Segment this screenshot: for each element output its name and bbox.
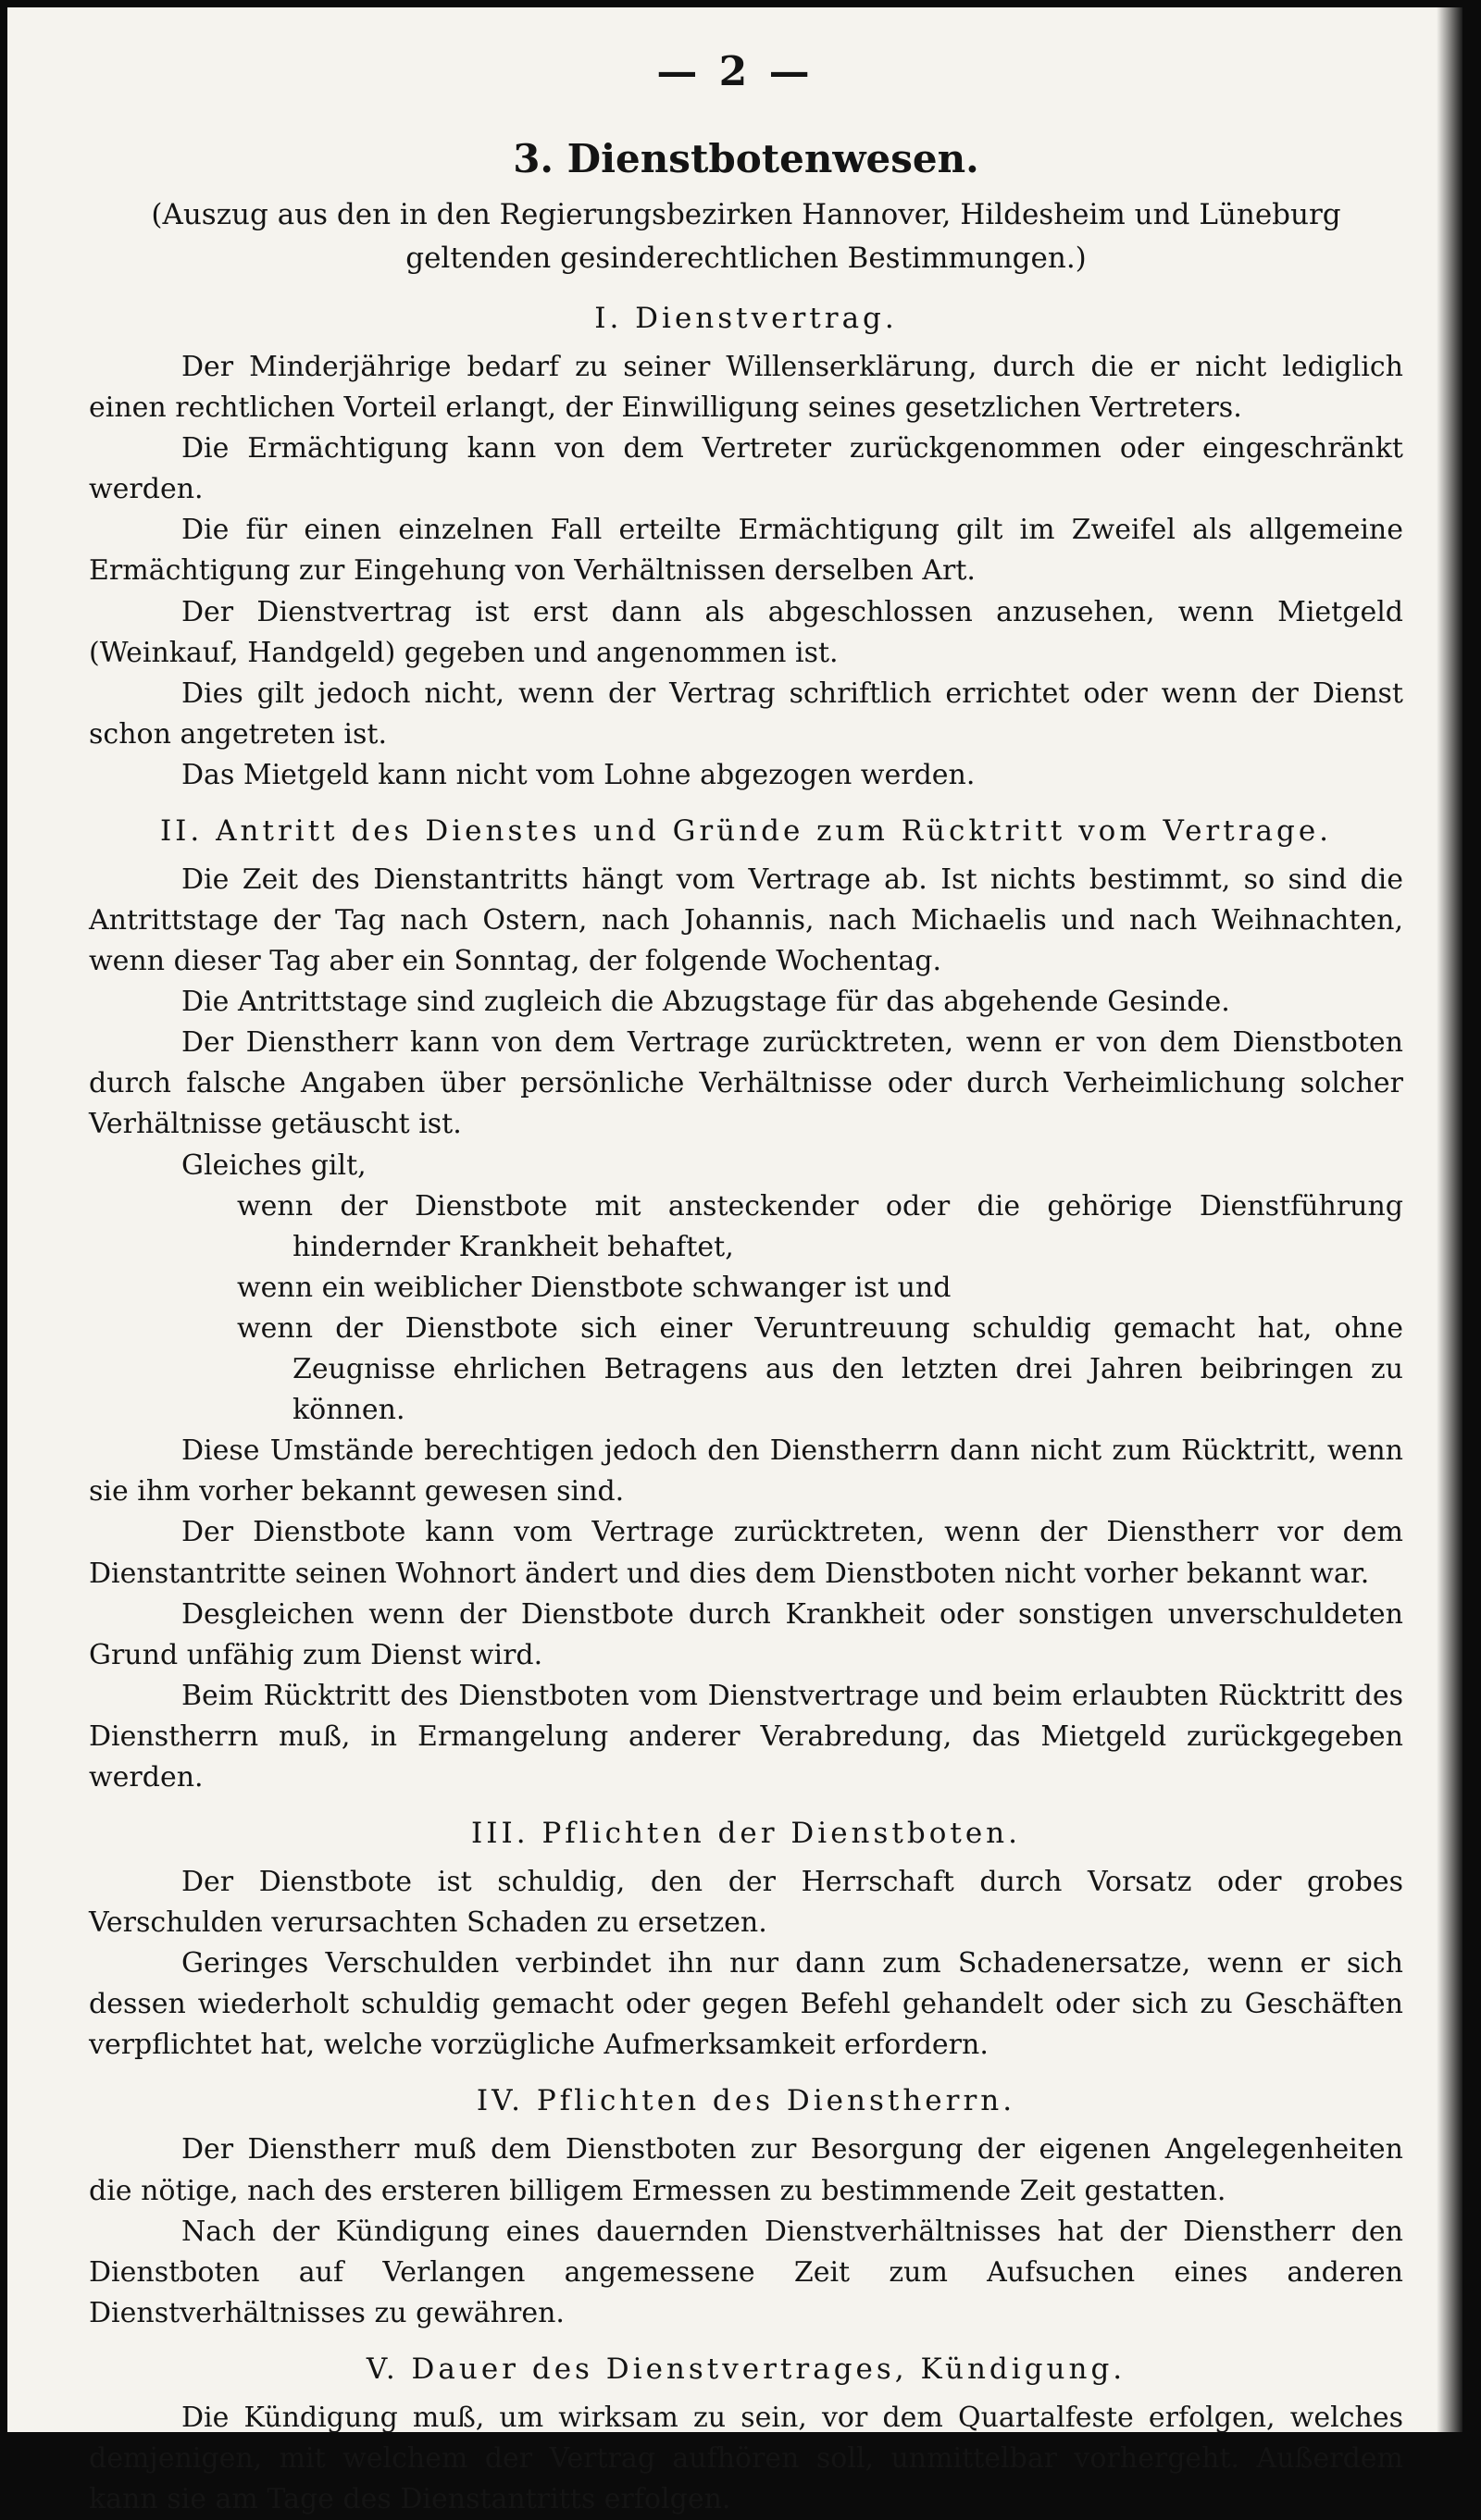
paragraph: Das Mietgeld kann nicht vom Lohne abgezogen werden. [181,758,976,791]
section-2 [89,811,1403,1798]
list-intro: Gleiches gilt, [181,1148,367,1182]
paragraph: Der Dienstbote ist schuldig, den der Herrschaft durch Vorsatz oder grobes Verschulden verursachten Schaden zu ersetzen. [89,1866,1403,1940]
paragraph: Beim Rücktritt des Dienstboten vom Dienstvertrage und beim erlaubten Rücktritt des Dienstherrn muß, in Ermangelung anderer Verabredung, das Mietgeld zurückgegeben werden. [89,1679,1403,1794]
chapter-title: 3. Dienstbotenwesen. [513,136,979,181]
paragraph: Der Dienstherr kann von dem Vertrage zurücktreten, wenn er von dem Dienstboten durch falsche Angaben über persönliche Verhältnisse oder durch Verheimlichung solcher Verhältnisse getäuscht ist. [89,1026,1403,1141]
section-title: I. Dienstvertrag. [594,302,898,335]
paragraph: Der Dienstvertrag ist erst dann als abgeschlossen anzusehen, wenn Mietgeld (Weinkauf, Handgeld) gegeben und angenommen ist. [89,595,1403,669]
chapter-subtitle: (Auszug aus den in den Regierungsbezirken Hannover, Hildesheim und Lüneburg geltenden gesinderechtlichen Bestimmungen.) [151,198,1341,275]
paragraph: Die Zeit des Dienstantritts hängt vom Vertrage ab. Ist nichts bestimmt, so sind die Antrittstage der Tag nach Ostern, nach Johannis, nach Michaelis und nach Weihnachten, wenn dieser Tag aber ein Sonntag, der folgende Wochentag. [89,863,1403,978]
page-number: — 2 — [656,48,814,95]
paragraph: Die Kündigung muß, um wirksam zu sein, vor dem Quartalfeste erfolgen, welches demjenigen, mit welchem der Vertrag aufhören soll, unmittelbar vorhergeht. Außerdem kann sie am Tage des Dienstantritts erfolgen. [89,2401,1403,2515]
paragraph: Desgleichen wenn der Dienstbote durch Krankheit oder sonstigen unverschuldeten Grund unfähig zum Dienst wird. [89,1597,1403,1671]
paragraph: Die Ermächtigung kann von dem Vertreter zurückgenommen oder eingeschränkt werden. [89,432,1403,506]
list-item: wenn der Dienstbote mit ansteckender oder die gehörige Dienstführung hindernder Krankheit behaftet, [237,1189,1403,1263]
list-item: wenn ein weiblicher Dienstbote schwanger ist und [237,1271,952,1304]
section-title: II. Antritt des Dienstes und Gründe zum Rücktritt vom Vertrage. [159,813,1333,848]
page-content [89,130,1403,2520]
paragraph: Der Dienstherr muß dem Dienstboten zur Besorgung der eigenen Angelegenheiten die nötige, nach des ersteren billigem Ermessen zu bestimmende Zeit gestatten. [89,2133,1403,2207]
list-item: wenn der Dienstbote sich einer Veruntreuung schuldig gemacht hat, ohne Zeugnisse ehrlichen Betragens aus den letzten drei Jahren beibringen zu können. [237,1311,1403,1427]
paragraph: Die für einen einzelnen Fall erteilte Ermächtigung gilt im Zweifel als allgemeine Ermächtigung zur Eingehung von Verhältnissen derselben Art. [89,514,1403,588]
section-1 [89,298,1403,796]
section-4 [89,2080,1403,2333]
section-title: IV. Pflichten des Dienstherrn. [476,2084,1016,2118]
paragraph: Der Minderjährige bedarf zu seiner Willenserklärung, durch die er nicht lediglich einen rechtlichen Vorteil erlangt, der Einwilligung seines gesetzlichen Vertreters. [89,350,1403,425]
paragraph: Nach der Kündigung eines dauernden Dienstverhältnisses hat der Dienstherr den Dienstboten auf Verlangen angemessene Zeit zum Aufsuchen eines anderen Dienstverhältnisses zu gewähren. [89,2215,1403,2329]
document-page [7,7,1462,2515]
section-3 [89,1813,1403,2066]
section-5 [89,2349,1403,2520]
page-edge-shadow [1437,7,1462,2432]
paragraph: Der Dienstbote kann vom Vertrage zurücktreten, wenn der Dienstherr vor dem Dienstantritte seinen Wohnort ändert und dies dem Dienstboten nicht vorher bekannt war. [89,1516,1403,1590]
section-title: V. Dauer des Dienstvertrages, Kündigung. [366,2352,1126,2386]
paragraph: Geringes Verschulden verbindet ihn nur dann zum Schadenersatze, wenn er sich dessen wiederholt schuldig gemacht oder gegen Befehl gehandelt oder sich zu Geschäften verpflichtet hat, welche vorzügliche Aufmerksamkeit erfordern. [89,1947,1403,2062]
paragraph: Die Antrittstage sind zugleich die Abzugstage für das abgehende Gesinde. [181,986,1230,1019]
paragraph: Diese Umstände berechtigen jedoch den Dienstherrn dann nicht zum Rücktritt, wenn sie ihm vorher bekannt gewesen sind. [89,1434,1403,1508]
section-title: III. Pflichten der Dienstboten. [471,1817,1021,1851]
paragraph: Dies gilt jedoch nicht, wenn der Vertrag schriftlich errichtet oder wenn der Dienst schon angetreten ist. [89,677,1403,751]
